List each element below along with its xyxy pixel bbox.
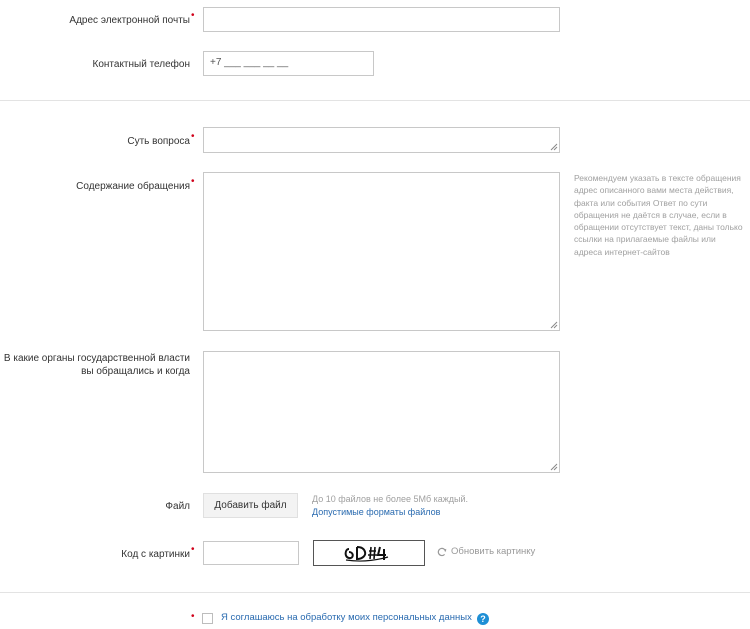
resize-handle-icon[interactable] — [550, 143, 558, 151]
required-marker: • — [191, 176, 195, 187]
section-divider — [0, 592, 750, 593]
refresh-captcha-button[interactable] — [437, 546, 535, 557]
refresh-captcha-label: Обновить картинку — [451, 546, 536, 557]
captcha-input[interactable] — [203, 541, 299, 565]
file-label: Файл — [165, 501, 190, 512]
help-icon[interactable]: ? — [477, 613, 489, 625]
file-limit-text: До 10 файлов не более 5Мб каждый. — [312, 494, 469, 504]
consent-checkbox[interactable] — [202, 613, 213, 624]
captcha-image — [313, 540, 425, 566]
authorities-label-line1: В какие органы государственной власти — [3, 353, 190, 364]
content-label: Содержание обращения — [76, 181, 190, 192]
required-marker: • — [191, 544, 195, 555]
authorities-label-line2: вы обращались и когда — [81, 366, 190, 377]
captcha-label: Код с картинки — [121, 549, 190, 560]
required-marker: • — [191, 10, 195, 21]
authorities-textarea[interactable] — [203, 351, 560, 473]
email-field[interactable] — [203, 7, 560, 32]
consent-label[interactable]: Я соглашаюсь на обработку моих персональных данных — [221, 612, 472, 623]
resize-handle-icon[interactable] — [550, 321, 558, 329]
content-hint: Рекомендуем указать в тексте обращения адрес описанного вами места действия, факта или события Ответ по сути обращения не даётся в случае, если в обращении отсутствует текст, даны только ссылки на прилагаемые файлы или адреса интернет-сайтов — [574, 173, 743, 257]
phone-mask: +7 ___ ___ __ __ — [210, 57, 289, 68]
captcha-scribble — [314, 541, 424, 565]
content-textarea[interactable] — [203, 172, 560, 331]
subject-field[interactable] — [203, 127, 560, 153]
email-label: Адрес электронной почты — [69, 15, 190, 26]
refresh-icon — [437, 547, 447, 557]
resize-handle-icon[interactable] — [550, 463, 558, 471]
add-file-button[interactable]: Добавить файл — [203, 493, 298, 518]
required-marker: • — [191, 131, 195, 142]
phone-label: Контактный телефон — [92, 59, 190, 70]
section-divider — [0, 100, 750, 101]
subject-label: Суть вопроса — [127, 136, 190, 147]
required-marker: • — [191, 611, 195, 622]
file-formats-link[interactable]: Допустимые форматы файлов — [312, 507, 441, 517]
